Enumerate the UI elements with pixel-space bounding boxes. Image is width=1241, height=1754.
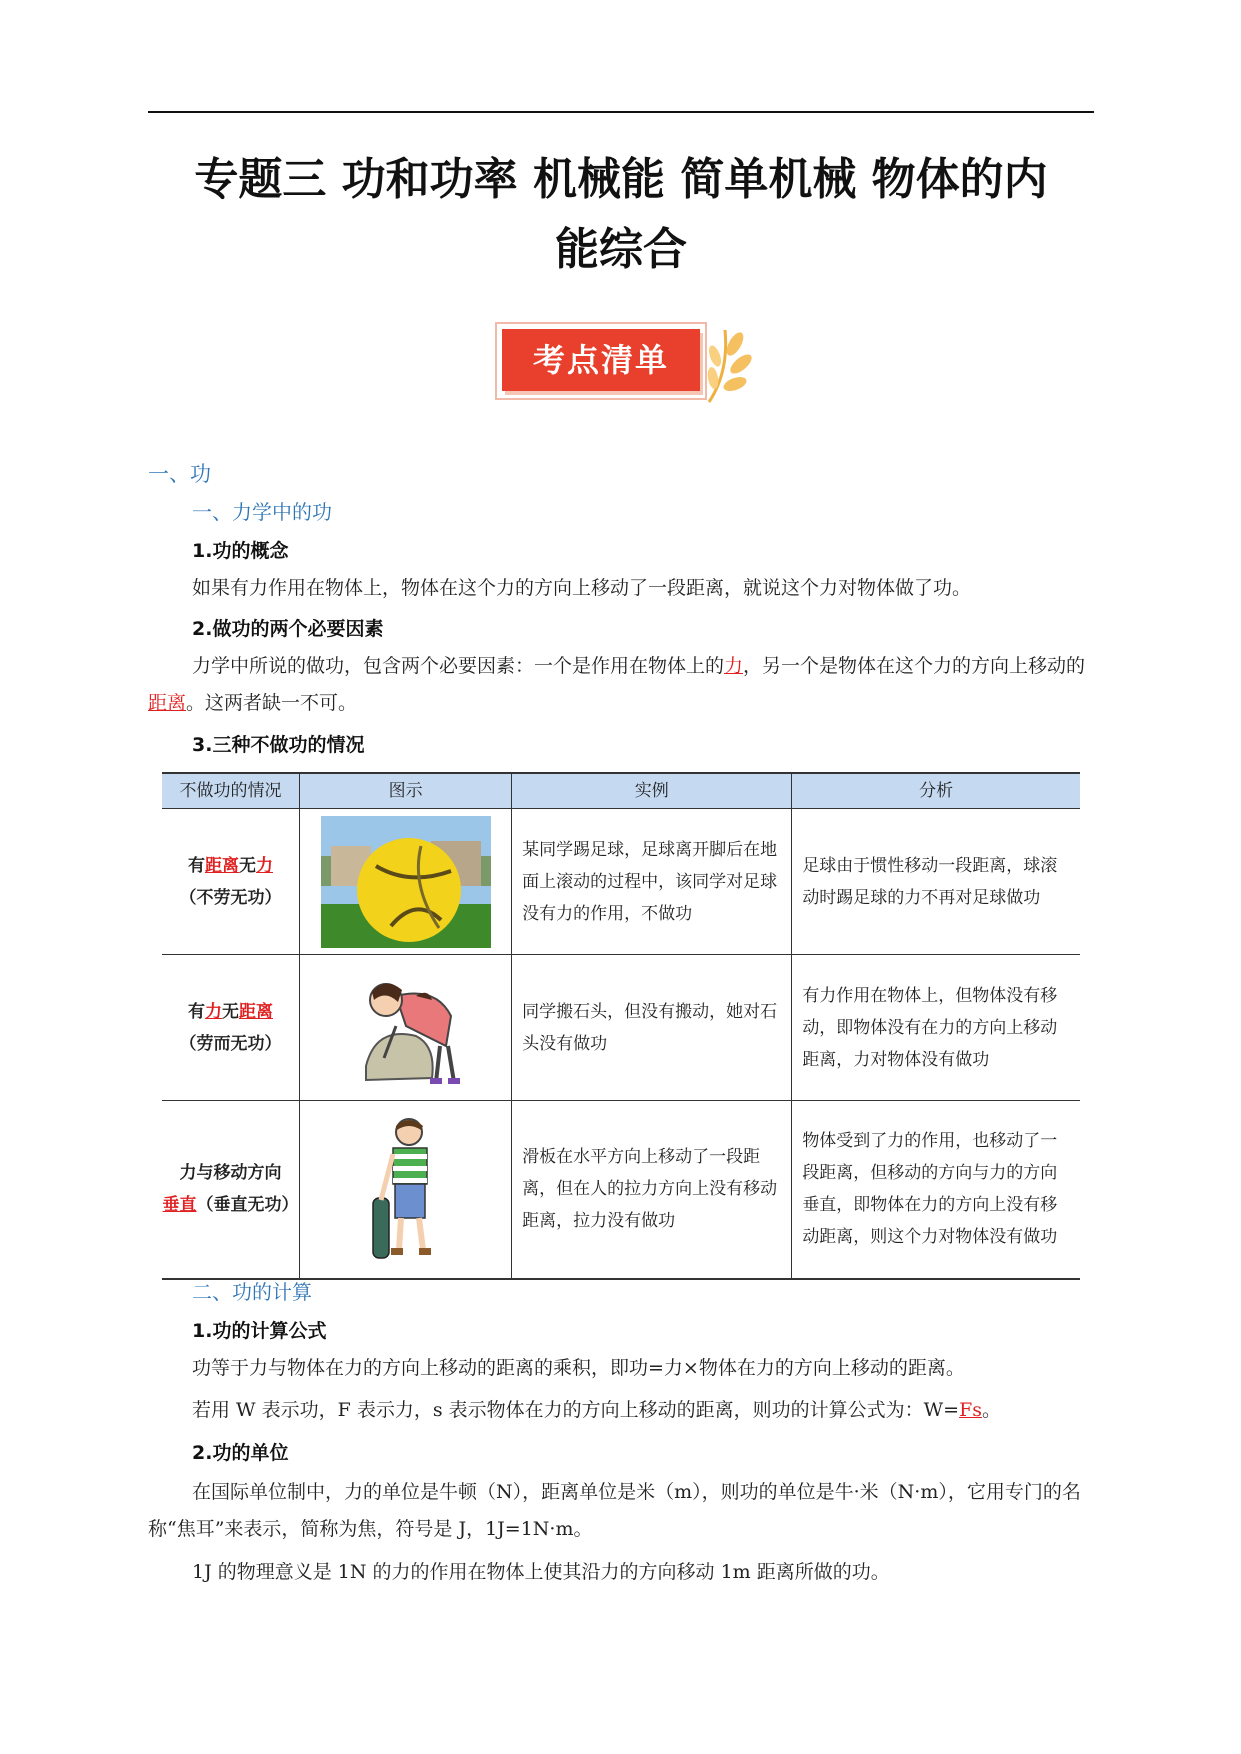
no-work-table [162, 772, 1080, 1280]
case-cell: 有距离无力 （不劳无功） [162, 809, 300, 955]
title-line-1: 专题三 功和功率 机械能 简单机械 物体的内 [194, 154, 1048, 205]
keyword-fs: Fs [959, 1399, 983, 1421]
soccer-ball-photo-icon [321, 816, 491, 948]
case-cell: 力与移动方向 垂直（垂直无功） [162, 1101, 300, 1279]
boy-holding-skateboard-icon [361, 1114, 451, 1264]
heading-two-factors: 2.做功的两个必要因素 [192, 618, 384, 640]
analysis-cell: 有力作用在物体上，但物体没有移动，即物体没有在力的方向上移动距离，力对物体没有做功 [792, 955, 1080, 1101]
heading-three-cases: 3.三种不做功的情况 [192, 734, 365, 756]
col-header-analysis: 分析 [792, 773, 1080, 809]
badge-label: 考点清单 [532, 341, 669, 379]
col-header-example: 实例 [512, 773, 792, 809]
paragraph-formula-2: 若用 W 表示功，F 表示力，s 表示物体在力的方向上移动的距离，则功的计算公式为：W=Fs。 [192, 1399, 1002, 1421]
image-cell [300, 955, 512, 1101]
col-header-image: 图示 [300, 773, 512, 809]
subheading-mechanical-work: 一、力学中的功 [192, 500, 332, 524]
analysis-cell: 足球由于惯性移动一段距离，球滚动时踢足球的力不再对足球做功 [792, 809, 1080, 955]
laurel-leaf-icon [699, 322, 755, 408]
keyword-force: 力 [724, 655, 744, 677]
title-line-2: 能综合 [555, 224, 687, 275]
paragraph-unit-1: 在国际单位制中，力的单位是牛顿（N），距离单位是米（m），则功的单位是牛·米（N·m），它用专门的名称“焦耳”来表示，简称为焦，符号是 J，1J=1N·m。 [148, 1481, 1081, 1540]
girl-pushing-rock-icon [336, 966, 476, 1090]
table-row [162, 1101, 1080, 1279]
col-header-case: 不做功的情况 [162, 773, 300, 809]
example-cell: 滑板在水平方向上移动了一段距离，但在人的拉力方向上没有移动距离，拉力没有做功 [512, 1101, 792, 1279]
keyword-distance: 距离 [148, 692, 187, 714]
table-row [162, 955, 1080, 1101]
image-cell [300, 809, 512, 955]
example-cell: 同学搬石头，但没有搬动，她对石头没有做功 [512, 955, 792, 1101]
paragraph-unit-2: 1J 的物理意义是 1N 的力的作用在物体上使其沿力的方向移动 1m 距离所做的功。 [192, 1561, 890, 1583]
heading-formula: 1.功的计算公式 [192, 1320, 327, 1342]
case-cell: 有力无距离 （劳而无功） [162, 955, 300, 1101]
section-heading-work: 一、功 [148, 462, 211, 486]
image-cell [300, 1101, 512, 1279]
example-cell: 某同学踢足球，足球离开脚后在地面上滚动的过程中，该同学对足球没有力的作用，不做功 [512, 809, 792, 955]
heading-unit: 2.功的单位 [192, 1442, 289, 1464]
table-header-row [162, 773, 1080, 809]
subheading-work-calculation: 二、功的计算 [192, 1280, 312, 1304]
section-badge [487, 316, 757, 408]
analysis-cell: 物体受到了力的作用，也移动了一段距离，但移动的方向与力的方向垂直，即物体在力的方向上没有移动距离，则这个力对物体没有做功 [792, 1101, 1080, 1279]
top-rule [148, 111, 1094, 113]
paragraph-concept: 如果有力作用在物体上，物体在这个力的方向上移动了一段距离，就说这个力对物体做了功。 [192, 577, 972, 599]
heading-concept: 1.功的概念 [192, 540, 289, 562]
page-title [148, 145, 1094, 285]
paragraph-two-factors: 力学中所说的做功，包含两个必要因素：一个是作用在物体上的力，另一个是物体在这个力的方向上移动的距离。这两者缺一不可。 [148, 655, 1086, 714]
table-row [162, 809, 1080, 955]
paragraph-formula-1: 功等于力与物体在力的方向上移动的距离的乘积，即功=力×物体在力的方向上移动的距离。 [192, 1357, 965, 1379]
